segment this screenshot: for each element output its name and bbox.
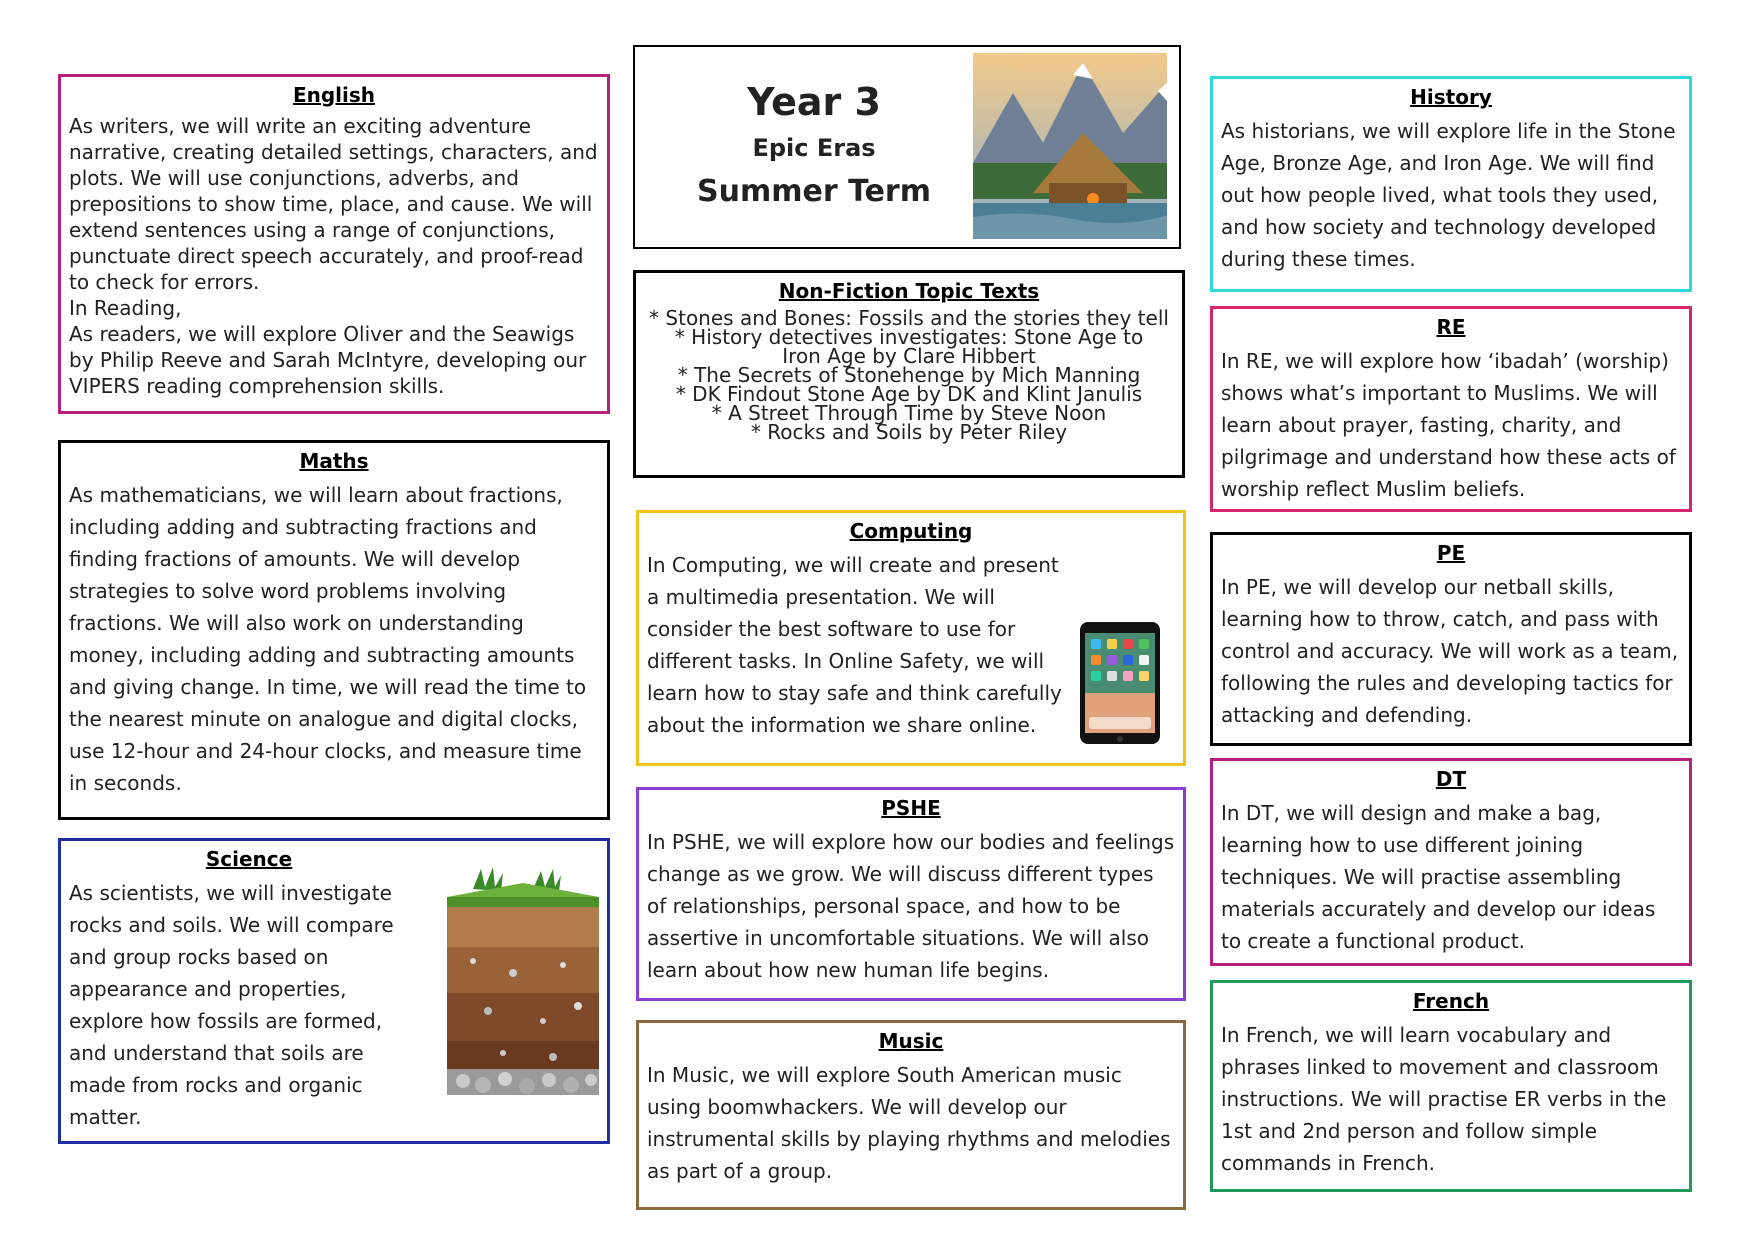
nonfiction-item: * The Secrets of Stonehenge by Mich Manning [644,366,1174,385]
nonfiction-box [633,270,1185,478]
nonfiction-item: * A Street Through Time by Steve Noon [644,404,1174,423]
re-text: In RE, we will explore how ‘ibadah’ (worship) shows what’s important to Muslims. We will learn about prayer, fasting, charity, and pilgrimage and understand how these acts of worship reflect Muslim beliefs. [1221,349,1676,501]
soil-layers-image [443,861,603,1101]
title-box [633,45,1181,249]
pshe-text: In PSHE, we will explore how our bodies and feelings change as we grow. We will discuss different types of relationships, personal space, and how to be assertive in uncomfortable situations. We will also learn about how new human life begins. [647,830,1175,982]
title-text-block [655,75,973,217]
pe-title: PE [1436,541,1466,565]
music-box [636,1020,1186,1210]
stone-age-hut-image [973,53,1167,239]
maths-box [58,440,610,820]
nonfiction-item: * Rocks and Soils by Peter Riley [644,423,1174,442]
science-text: As scientists, we will investigate rocks and soils. We will compare and group rocks based on appearance and properties, explore how fossils are formed, and understand that soils are made from rocks and organic matter. [69,881,394,1129]
english-title: English [292,83,376,107]
tablet-image [1079,621,1161,745]
term-heading: Summer Term [697,174,931,209]
computing-text: In Computing, we will create and present a multimedia presentation. We will consider the best software to use for different tasks. In Online Safety, we will learn how to stay safe and think carefully about the information we share online. [647,553,1062,737]
history-box [1210,76,1692,292]
maths-text: As mathematicians, we will learn about fractions, including adding and subtracting fractions and finding fractions of amounts. We will develop strategies to solve word problems involving fractions. We will also work on understanding money, including adding and subtracting amounts and giving change. In time, we will read the time to the nearest minute on analogue and digital clocks, use 12-hour and 24-hour clocks, and measure time in seconds. [69,483,587,795]
science-box [58,838,610,1144]
year-heading: Year 3 [747,80,881,124]
re-box [1210,306,1692,512]
topic-heading: Epic Eras [752,134,876,162]
nonfiction-item: * History detectives investigates: Stone Age to Iron Age by Clare Hibbert [644,328,1174,366]
science-title: Science [205,847,293,871]
english-text-reading-heading: In Reading, [69,296,182,320]
french-title: French [1412,989,1490,1013]
english-text-reading: As readers, we will explore Oliver and the Seawigs by Philip Reeve and Sarah McIntyre, developing our VIPERS reading comprehension skills. [69,322,587,398]
pe-box [1210,532,1692,746]
history-text: As historians, we will explore life in the Stone Age, Bronze Age, and Iron Age. We will find out how people lived, what tools they used, and how society and technology developed during these times. [1221,119,1676,271]
pshe-title: PSHE [881,796,941,820]
music-title: Music [878,1029,944,1053]
pe-text: In PE, we will develop our netball skills, learning how to throw, catch, and pass with control and accuracy. We will work as a team, following the rules and developing tactics for attacking and defending. [1221,575,1679,727]
music-text: In Music, we will explore South American music using boomwhackers. We will develop our instrumental skills by playing rhythms and melodies as part of a group. [647,1063,1171,1183]
nonfiction-item: * Stones and Bones: Fossils and the stories they tell [644,309,1174,328]
computing-box [636,510,1186,766]
dt-box [1210,758,1692,966]
english-text-writing: As writers, we will write an exciting adventure narrative, creating detailed settings, characters, and plots. We will use conjunctions, adverbs, and prepositions to show time, place, and cause. We will extend sentences using a range of conjunctions, punctuate direct speech accurately, and proof-read to check for errors. [69,114,598,294]
re-title: RE [1436,315,1466,339]
dt-text: In DT, we will design and make a bag, learning how to use different joining techniques. We will practise assembling materials accurately and develop our ideas to create a functional product. [1221,801,1656,953]
nonfiction-list [644,306,1174,444]
english-box [58,74,610,414]
history-title: History [1410,85,1492,109]
maths-title: Maths [299,449,369,473]
nonfiction-item: * DK Findout Stone Age by DK and Klint Janulis [644,385,1174,404]
computing-title: Computing [849,519,973,543]
dt-title: DT [1435,767,1467,791]
pshe-box [636,787,1186,1001]
french-box [1210,980,1692,1192]
nonfiction-title: Non-Fiction Topic Texts [778,279,1040,303]
french-text: In French, we will learn vocabulary and phrases linked to movement and classroom instructions. We will practise ER verbs in the 1st and 2nd person and follow simple commands in French. [1221,1023,1667,1175]
